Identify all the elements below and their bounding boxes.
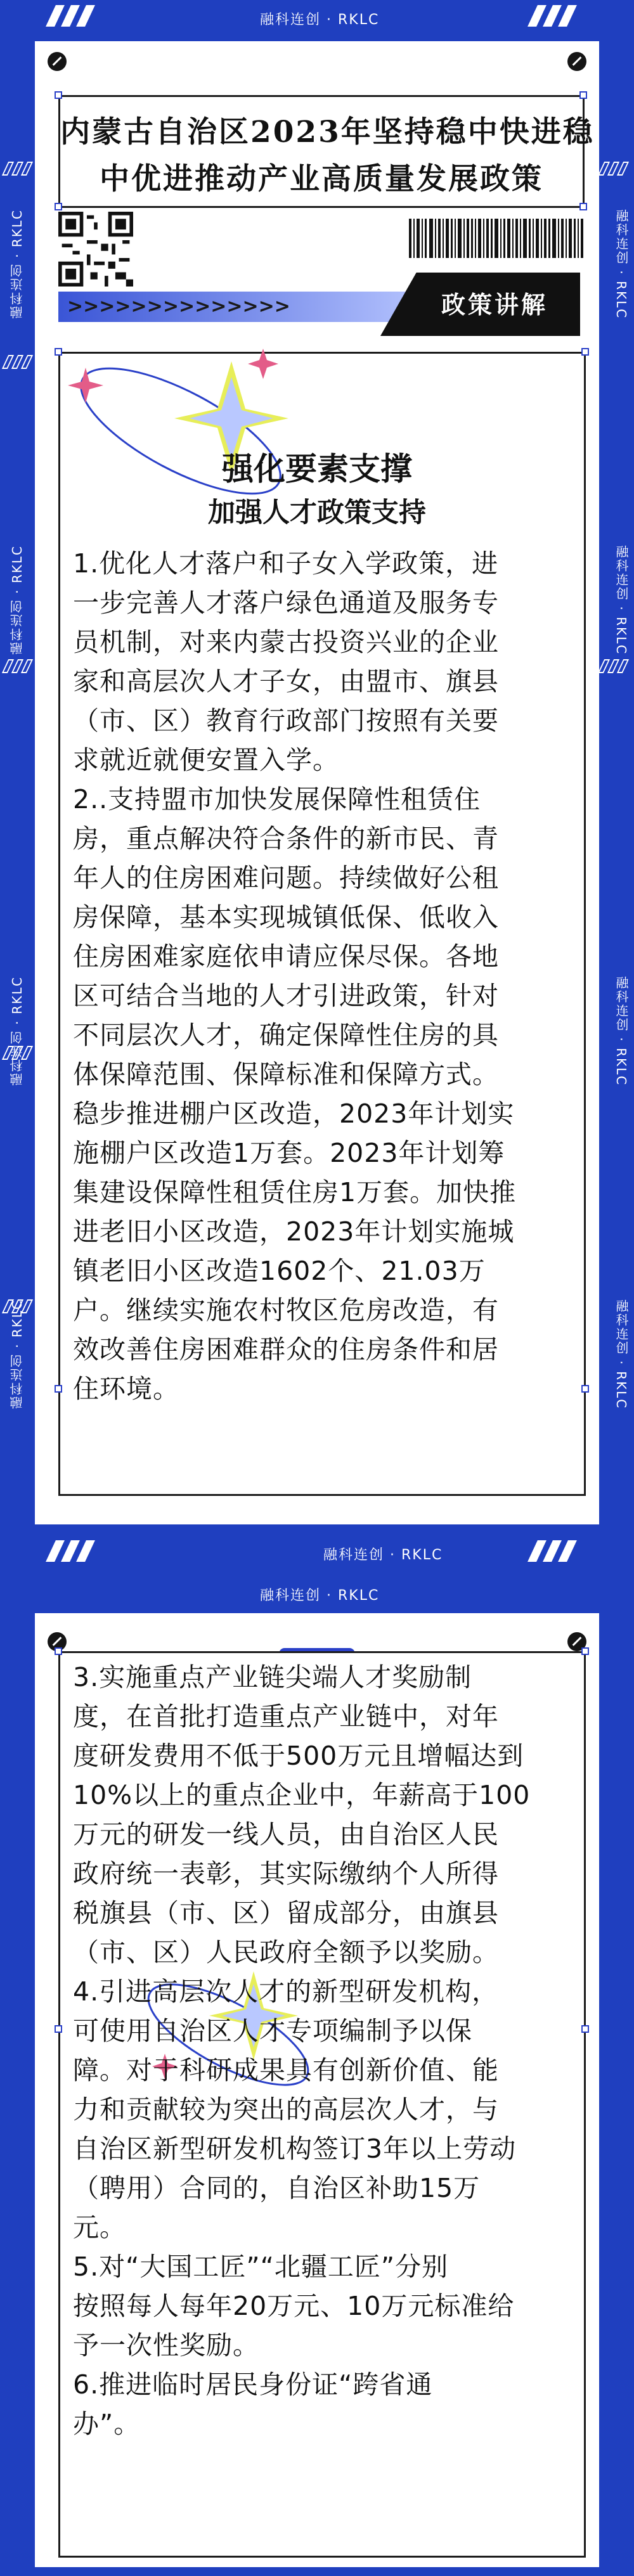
body-line: （聘用）合同的，自治区补助15万 — [73, 2173, 481, 2203]
body-line: 予一次性奖励。 — [73, 2330, 259, 2360]
body-line: 政府统一表彰，其实际缴纳个人所得 — [73, 1858, 499, 1889]
body-line: 一步完善人才落户绿色通道及服务专 — [73, 588, 499, 618]
body-line: 不同层次人才，确定保障性住房的具 — [73, 1020, 499, 1050]
policy-tag: 政策讲解 — [441, 291, 548, 319]
body-line: 4.引进高层次人才的新型研发机构， — [73, 1976, 499, 2007]
side-brand-right-1: 融科连创 · RKLC — [614, 209, 629, 319]
body-text-1 — [73, 544, 516, 1408]
handle-icon — [581, 1385, 589, 1393]
body-line: 住房困难家庭依申请应保尽保。各地 — [73, 941, 499, 972]
body-line: 5.对“大国工匠”“北疆工匠”分别 — [73, 2251, 449, 2282]
body-line: 1.优化人才落户和子女入学政策，进 — [73, 548, 499, 579]
section-heading: 强化要素支撑 — [222, 451, 412, 487]
body-line: 税旗县（市、区）留成部分，由旗县 — [73, 1898, 499, 1928]
body-line: 施棚户区改造1万套。2023年计划筹 — [73, 1138, 505, 1168]
body-line: 自治区新型研发机构签订3年以上劳动 — [73, 2134, 517, 2164]
chevron-bar — [58, 292, 432, 322]
barcode-icon — [409, 219, 583, 258]
body-line: 力和贡献较为突出的高层次人才，与 — [73, 2094, 499, 2125]
side-brand-left-2: 融科连创 · RKLC — [10, 545, 25, 655]
body-line: 3.实施重点产业链尖端人才奖励制 — [73, 1662, 472, 1692]
handle-icon — [581, 348, 589, 356]
handle-icon — [55, 1647, 62, 1655]
chevron-arrows: >>>>>>>>>>>>>> — [67, 295, 290, 318]
qr-code-icon — [58, 212, 133, 287]
pin-icon — [567, 52, 586, 71]
handle-icon — [55, 2025, 62, 2033]
body-line: 万元的研发一线人员，由自治区人民 — [73, 1819, 499, 1850]
side-brand-right-3: 融科连创 · RKLC — [614, 976, 629, 1086]
side-dash-right-1 — [601, 162, 634, 176]
side-dash-left-4 — [5, 1046, 38, 1060]
side-dash-left-5 — [5, 1299, 38, 1313]
body-line: 员机制，对来内蒙古投资兴业的企业 — [73, 627, 499, 657]
side-brand-right-2: 融科连创 · RKLC — [614, 545, 629, 655]
body-line: （市、区）教育行政部门按照有关要 — [73, 705, 499, 736]
side-brand-left-4: 融科连创 · RKLC — [10, 1299, 25, 1410]
body-line: 房保障，基本实现城镇低保、低收入 — [73, 902, 499, 932]
title-box — [58, 95, 595, 208]
handle-icon — [579, 203, 587, 210]
page-title-line1: 内蒙古自治区2023年坚持稳中快进稳 — [60, 115, 595, 150]
handle-icon — [55, 1385, 62, 1393]
body-line: 稳步推进棚户区改造，2023年计划实 — [73, 1098, 515, 1129]
body-line: 度，在首批打造重点产业链中，对年 — [73, 1701, 499, 1732]
handle-icon — [581, 1647, 589, 1655]
body-text-2 — [73, 1658, 530, 2444]
top-stripes-right — [533, 5, 578, 29]
body-line: 效改善住房困难群众的住房条件和居 — [73, 1334, 499, 1365]
body-line: 6.推进临时居民身份证“跨省通 — [73, 2369, 433, 2400]
body-line: 求就近就便安置入学。 — [73, 745, 339, 775]
side-dash-left-2 — [5, 355, 38, 369]
pin-icon — [48, 52, 67, 71]
body-line: 元。 — [73, 2212, 126, 2243]
handle-icon — [55, 91, 62, 99]
handle-icon — [579, 91, 587, 99]
body-line: 按照每人每年20万元、10万元标准给 — [73, 2291, 515, 2321]
handle-icon — [581, 2025, 589, 2033]
body-line: 户。继续实施农村牧区危房改造，有 — [73, 1295, 499, 1325]
mid-stripes-right — [533, 1540, 578, 1564]
side-dash-right-3 — [601, 659, 634, 673]
page-title-line2: 中优进推动产业高质量发展政策 — [100, 162, 543, 196]
side-brand-left-1: 融科连创 · RKLC — [10, 209, 25, 319]
top-brand-text: 融科连创 · RKLC — [260, 12, 380, 28]
top-stripes-left — [51, 5, 96, 29]
lower-brand-text: 融科连创 · RKLC — [260, 1588, 380, 1604]
body-line: 进老旧小区改造，2023年计划实施城 — [73, 1216, 515, 1247]
body-line: 障。对于科研成果具有创新价值、能 — [73, 2055, 499, 2085]
body-line: 可使用自治区人才专项编制予以保 — [73, 2016, 472, 2046]
body-line: 体保障范围、保障标准和保障方式。 — [73, 1059, 499, 1090]
body-line: 集建设保障性租赁住房1万套。加快推 — [73, 1177, 517, 1208]
body-line: 度研发费用不低于500万元且增幅达到 — [73, 1741, 524, 1771]
mid-brand-text: 融科连创 · RKLC — [323, 1547, 443, 1563]
body-line: 10%以上的重点企业中，年薪高于100 — [73, 1780, 531, 1810]
body-line: 住环境。 — [73, 1374, 179, 1404]
side-brand-right-4: 融科连创 · RKLC — [614, 1299, 629, 1410]
body-line: 房，重点解决符合条件的新市民、青 — [73, 823, 499, 854]
side-dash-left-3 — [5, 659, 38, 673]
body-line: （市、区）人民政府全额予以奖励。 — [73, 1937, 499, 1967]
body-line: 2..支持盟市加快发展保障性租赁住 — [73, 784, 481, 815]
body-line: 家和高层次人才子女，由盟市、旗县 — [73, 666, 499, 697]
handle-icon — [55, 203, 62, 210]
body-line: 镇老旧小区改造1602个、21.03万 — [73, 1256, 486, 1286]
mid-stripes-left — [51, 1540, 96, 1564]
body-line: 办”。 — [73, 2409, 141, 2439]
side-dash-left-1 — [5, 162, 38, 176]
section-subheading: 加强人才政策支持 — [208, 497, 426, 529]
body-line: 区可结合当地的人才引进政策，针对 — [73, 981, 499, 1011]
body-line: 年人的住房困难问题。持续做好公租 — [73, 863, 499, 893]
side-brand-left-3: 融科连创 · RKLC — [10, 976, 25, 1086]
